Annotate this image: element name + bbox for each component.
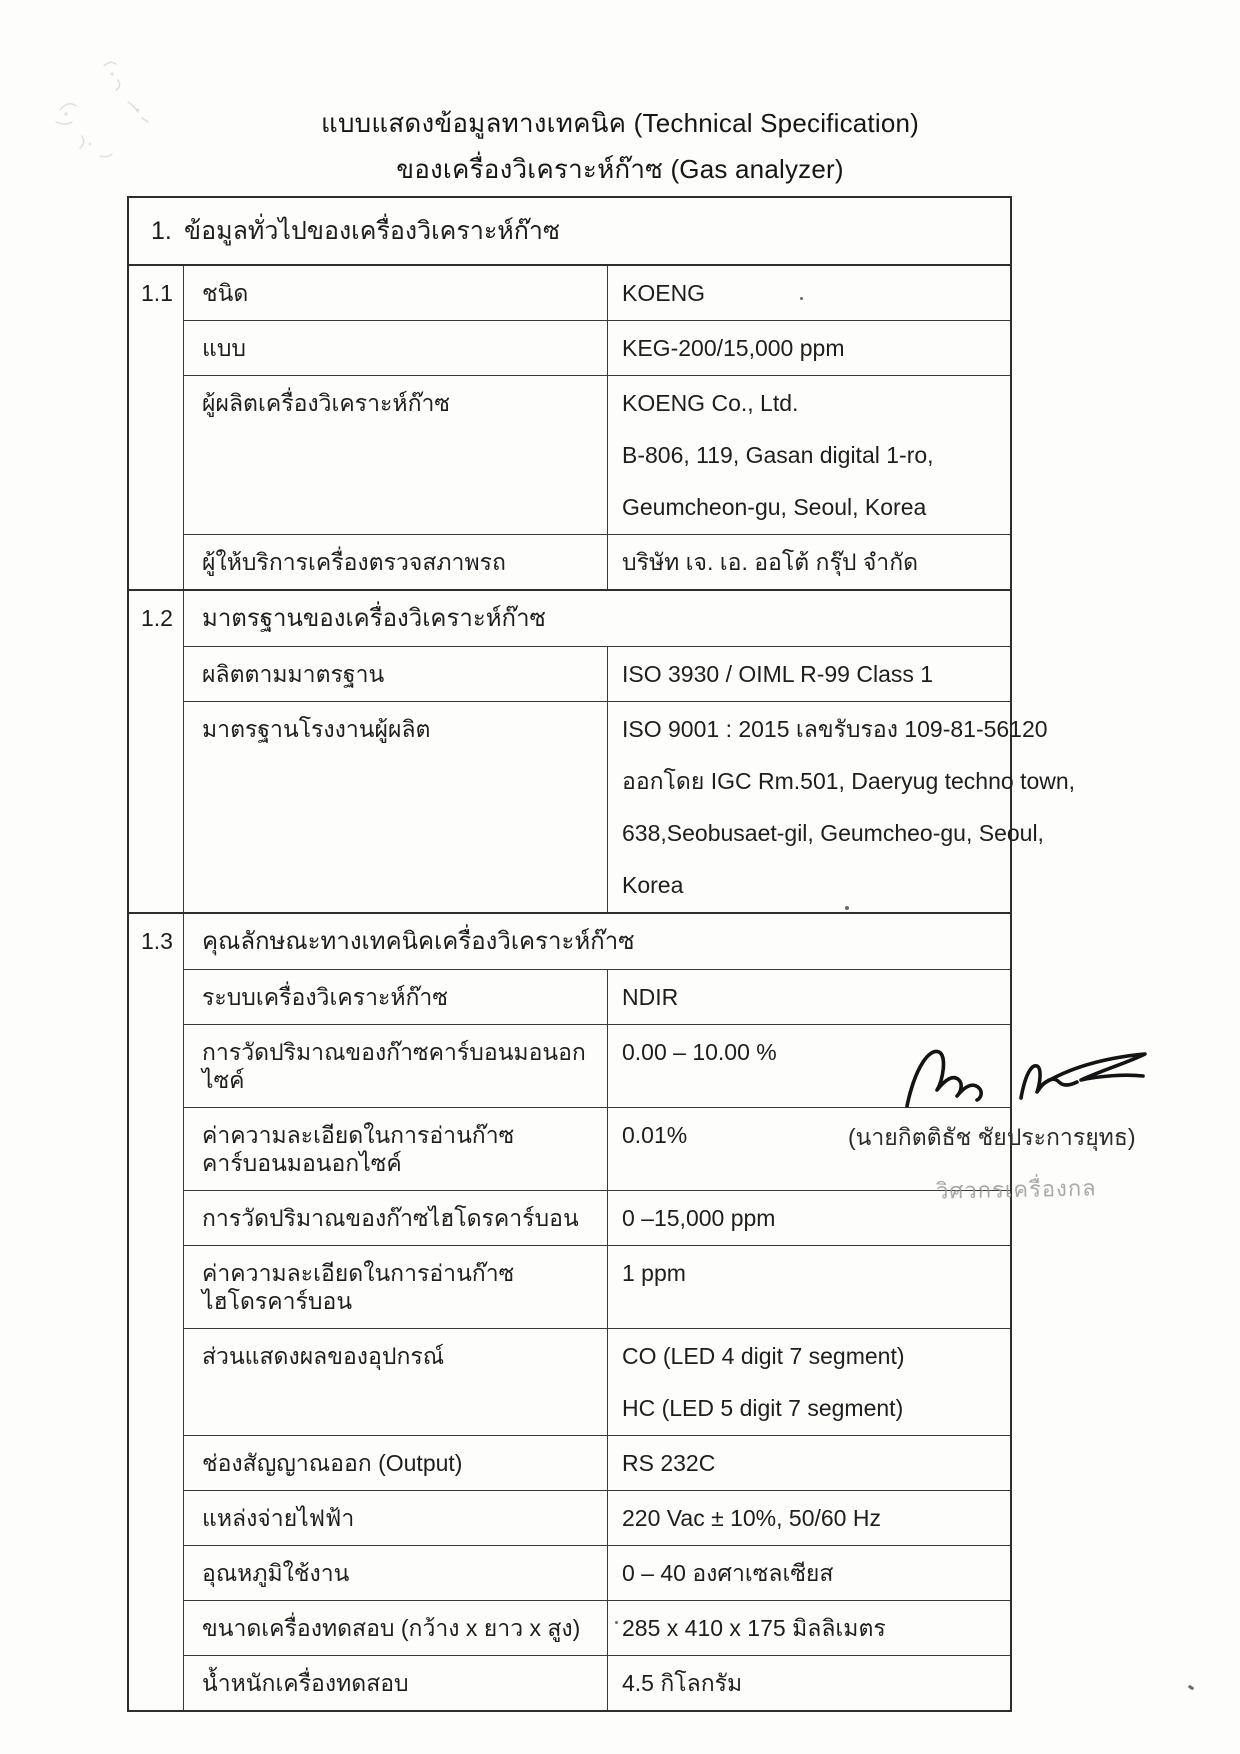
- row-value: ISO 9001 : 2015 เลขรับรอง 109-81-56120 ออกโดย IGC Rm.501, Daeryug techno town, 638,Seobusaet-gil, Geumcheo-gu, Seoul, Korea: [622, 716, 1076, 898]
- table-row: [184, 1601, 1010, 1656]
- scan-speck: [845, 906, 849, 910]
- row-value: 0 – 40 องศาเซลเซียส: [622, 1560, 834, 1586]
- row-label: ค่าความละเอียดในการอ่านก๊าซคาร์บอนมอนอกไซค์: [184, 1108, 608, 1190]
- row-label: มาตรฐานโรงงานผู้ผลิต: [184, 702, 608, 912]
- row-value: 4.5 กิโลกรัม: [622, 1670, 743, 1696]
- table-row: [184, 376, 1010, 535]
- row-value: RS 232C: [622, 1450, 716, 1476]
- table-row: [184, 702, 1076, 912]
- row-value: 0.01%: [622, 1122, 688, 1148]
- section-1-1: [129, 264, 1010, 589]
- table-row: [184, 1656, 1010, 1710]
- row-label: น้ำหนักเครื่องทดสอบ: [184, 1656, 608, 1710]
- section-number: 1.3: [129, 914, 184, 1710]
- section-title: คุณลักษณะทางเทคนิคเครื่องวิเคราะห์ก๊าซ: [184, 914, 1010, 970]
- row-value: 1 ppm: [622, 1260, 686, 1286]
- row-value: CO (LED 4 digit 7 segment) HC (LED 5 digit 7 segment): [622, 1343, 905, 1421]
- table-row: [184, 1108, 1010, 1191]
- section-number: 1.: [151, 216, 172, 245]
- signatory-role: วิศวกรเครื่องกล: [935, 1175, 1097, 1204]
- row-label: การวัดปริมาณของก๊าซไฮโดรคาร์บอน: [184, 1191, 608, 1245]
- row-value: KOENG Co., Ltd. B-806, 119, Gasan digital 1-ro, Geumcheon-gu, Seoul, Korea: [622, 390, 934, 520]
- table-row: [184, 970, 1010, 1025]
- document-title-line1: แบบแสดงข้อมูลทางเทคนิค (Technical Specification): [320, 108, 920, 138]
- row-value: 285 x 410 x 175 มิลลิเมตร: [622, 1615, 886, 1641]
- pencil-scribble: [42, 52, 222, 172]
- row-label: ระบบเครื่องวิเคราะห์ก๊าซ: [184, 970, 608, 1024]
- document-title-line2: ของเครื่องวิเคราะห์ก๊าซ (Gas analyzer): [396, 154, 844, 184]
- section-number: 1.1: [129, 266, 184, 589]
- signatory-name: (นายกิตติธัช ชัยประการยุทธ): [848, 1124, 1136, 1150]
- row-label: แหล่งจ่ายไฟฟ้า: [184, 1491, 608, 1545]
- scan-speck: [800, 297, 803, 300]
- section-1-3: [129, 912, 1010, 1710]
- section-number: 1.2: [129, 591, 184, 912]
- row-label: ขนาดเครื่องทดสอบ (กว้าง x ยาว x สูง): [184, 1601, 608, 1655]
- table-row: [184, 647, 1010, 702]
- row-label: ช่องสัญญาณออก (Output): [184, 1436, 608, 1490]
- section-1-header: [129, 198, 1010, 264]
- row-value: 220 Vac ± 10%, 50/60 Hz: [622, 1505, 881, 1531]
- table-row: [184, 321, 1010, 376]
- table-row: [184, 1546, 1010, 1601]
- row-value: 0 –15,000 ppm: [622, 1205, 776, 1231]
- table-row: [184, 1491, 1010, 1546]
- row-label: ชนิด: [184, 266, 608, 320]
- table-row: [184, 1246, 1010, 1329]
- row-label: ผู้ผลิตเครื่องวิเคราะห์ก๊าซ: [184, 376, 608, 534]
- row-label: แบบ: [184, 321, 608, 375]
- row-label: ส่วนแสดงผลของอุปกรณ์: [184, 1329, 608, 1435]
- scan-speck: [615, 1621, 618, 1624]
- section-title: มาตรฐานของเครื่องวิเคราะห์ก๊าซ: [184, 591, 1010, 647]
- row-label: ผลิตตามมาตรฐาน: [184, 647, 608, 701]
- table-row: [184, 1191, 1010, 1246]
- table-row: [184, 1436, 1010, 1491]
- row-value: 0.00 – 10.00 %: [622, 1039, 777, 1065]
- row-value: ISO 3930 / OIML R-99 Class 1: [622, 661, 934, 687]
- table-row: [184, 1025, 1010, 1108]
- row-label: ผู้ให้บริการเครื่องตรวจสภาพรถ: [184, 535, 608, 589]
- row-label: ค่าความละเอียดในการอ่านก๊าซไฮโดรคาร์บอน: [184, 1246, 608, 1328]
- row-value: KEG-200/15,000 ppm: [622, 335, 845, 361]
- row-value: NDIR: [622, 984, 679, 1010]
- row-value: บริษัท เจ. เอ. ออโต้ กรุ๊ป จำกัด: [622, 549, 919, 575]
- table-row: [184, 266, 1010, 321]
- section-title: ข้อมูลทั่วไปของเครื่องวิเคราะห์ก๊าซ: [184, 217, 560, 245]
- row-label: อุณหภูมิใช้งาน: [184, 1546, 608, 1600]
- table-row: [184, 1329, 1010, 1436]
- scan-speck: [1188, 1685, 1195, 1691]
- section-1-2: [129, 589, 1076, 912]
- row-label: การวัดปริมาณของก๊าซคาร์บอนมอนอกไซค์: [184, 1025, 608, 1107]
- table-row: [184, 535, 1010, 589]
- row-value: KOENG: [622, 280, 706, 306]
